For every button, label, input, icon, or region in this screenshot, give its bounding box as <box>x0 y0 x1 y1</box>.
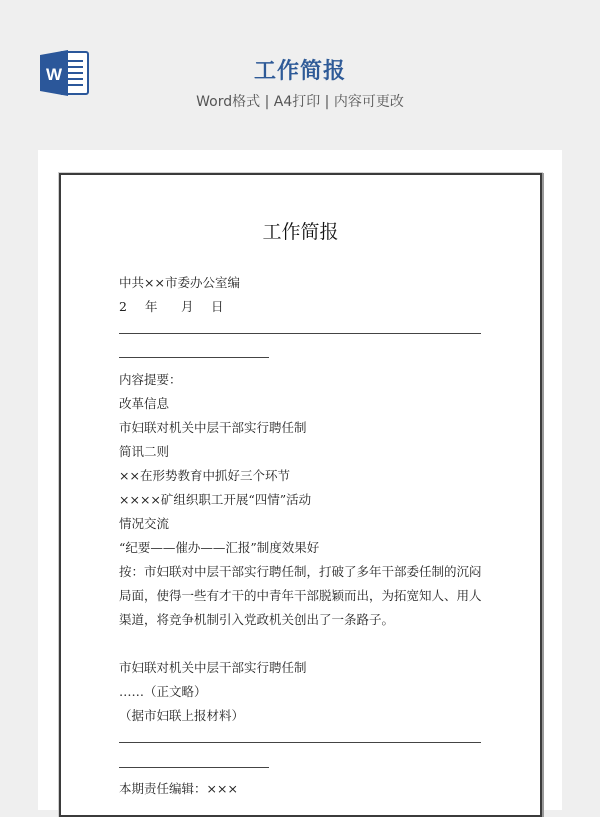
summary-item: 情况交流 <box>119 516 170 531</box>
editor-note-line: 渠道，将竞争机制引入党政机关创出了一条路子。 <box>119 612 395 627</box>
article-title: 市妇联对机关中层干部实行聘任制 <box>119 660 307 675</box>
date-line <box>119 297 224 315</box>
page-title: 工作简报 <box>253 59 346 84</box>
page-subtitle: Word格式 | A4打印 | 内容可更改 <box>196 94 404 110</box>
page-header <box>0 0 600 150</box>
svg-text:W: W <box>45 65 63 84</box>
divider-line-short <box>119 767 269 768</box>
summary-item: ××××矿组织职工开展“四情”活动 <box>119 492 312 507</box>
article-body: ……（正文略） <box>119 684 207 699</box>
date-day: 日 <box>211 299 224 314</box>
date-year-prefix: 2 <box>119 299 127 314</box>
summary-item: ××在形势教育中抓好三个环节 <box>119 468 290 483</box>
summary-item: 简讯二则 <box>119 444 170 459</box>
editor-line: 本期责任编辑：××× <box>119 781 238 796</box>
divider-line <box>119 333 481 334</box>
date-year: 年 <box>145 299 158 314</box>
summary-item: “纪要——催办——汇报”制度效果好 <box>119 540 320 555</box>
date-month: 月 <box>181 299 194 314</box>
summary-label: 内容提要： <box>119 372 182 387</box>
article-source: （据市妇联上报材料） <box>119 708 245 723</box>
summary-item: 改革信息 <box>119 396 170 411</box>
issuer-line: 中共××市委办公室编 <box>119 275 240 290</box>
divider-line <box>119 742 481 743</box>
summary-item: 市妇联对机关中层干部实行聘任制 <box>119 420 307 435</box>
document-page <box>59 173 542 817</box>
editor-note-line: 按：市妇联对中层干部实行聘任制，打破了多年干部委任制的沉闷 <box>119 564 482 579</box>
editor-note-line: 局面，使得一些有才干的中青年干部脱颖而出，为拓宽知人、用人 <box>119 588 482 603</box>
document-title: 工作简报 <box>262 221 339 243</box>
divider-line-short <box>119 357 269 358</box>
